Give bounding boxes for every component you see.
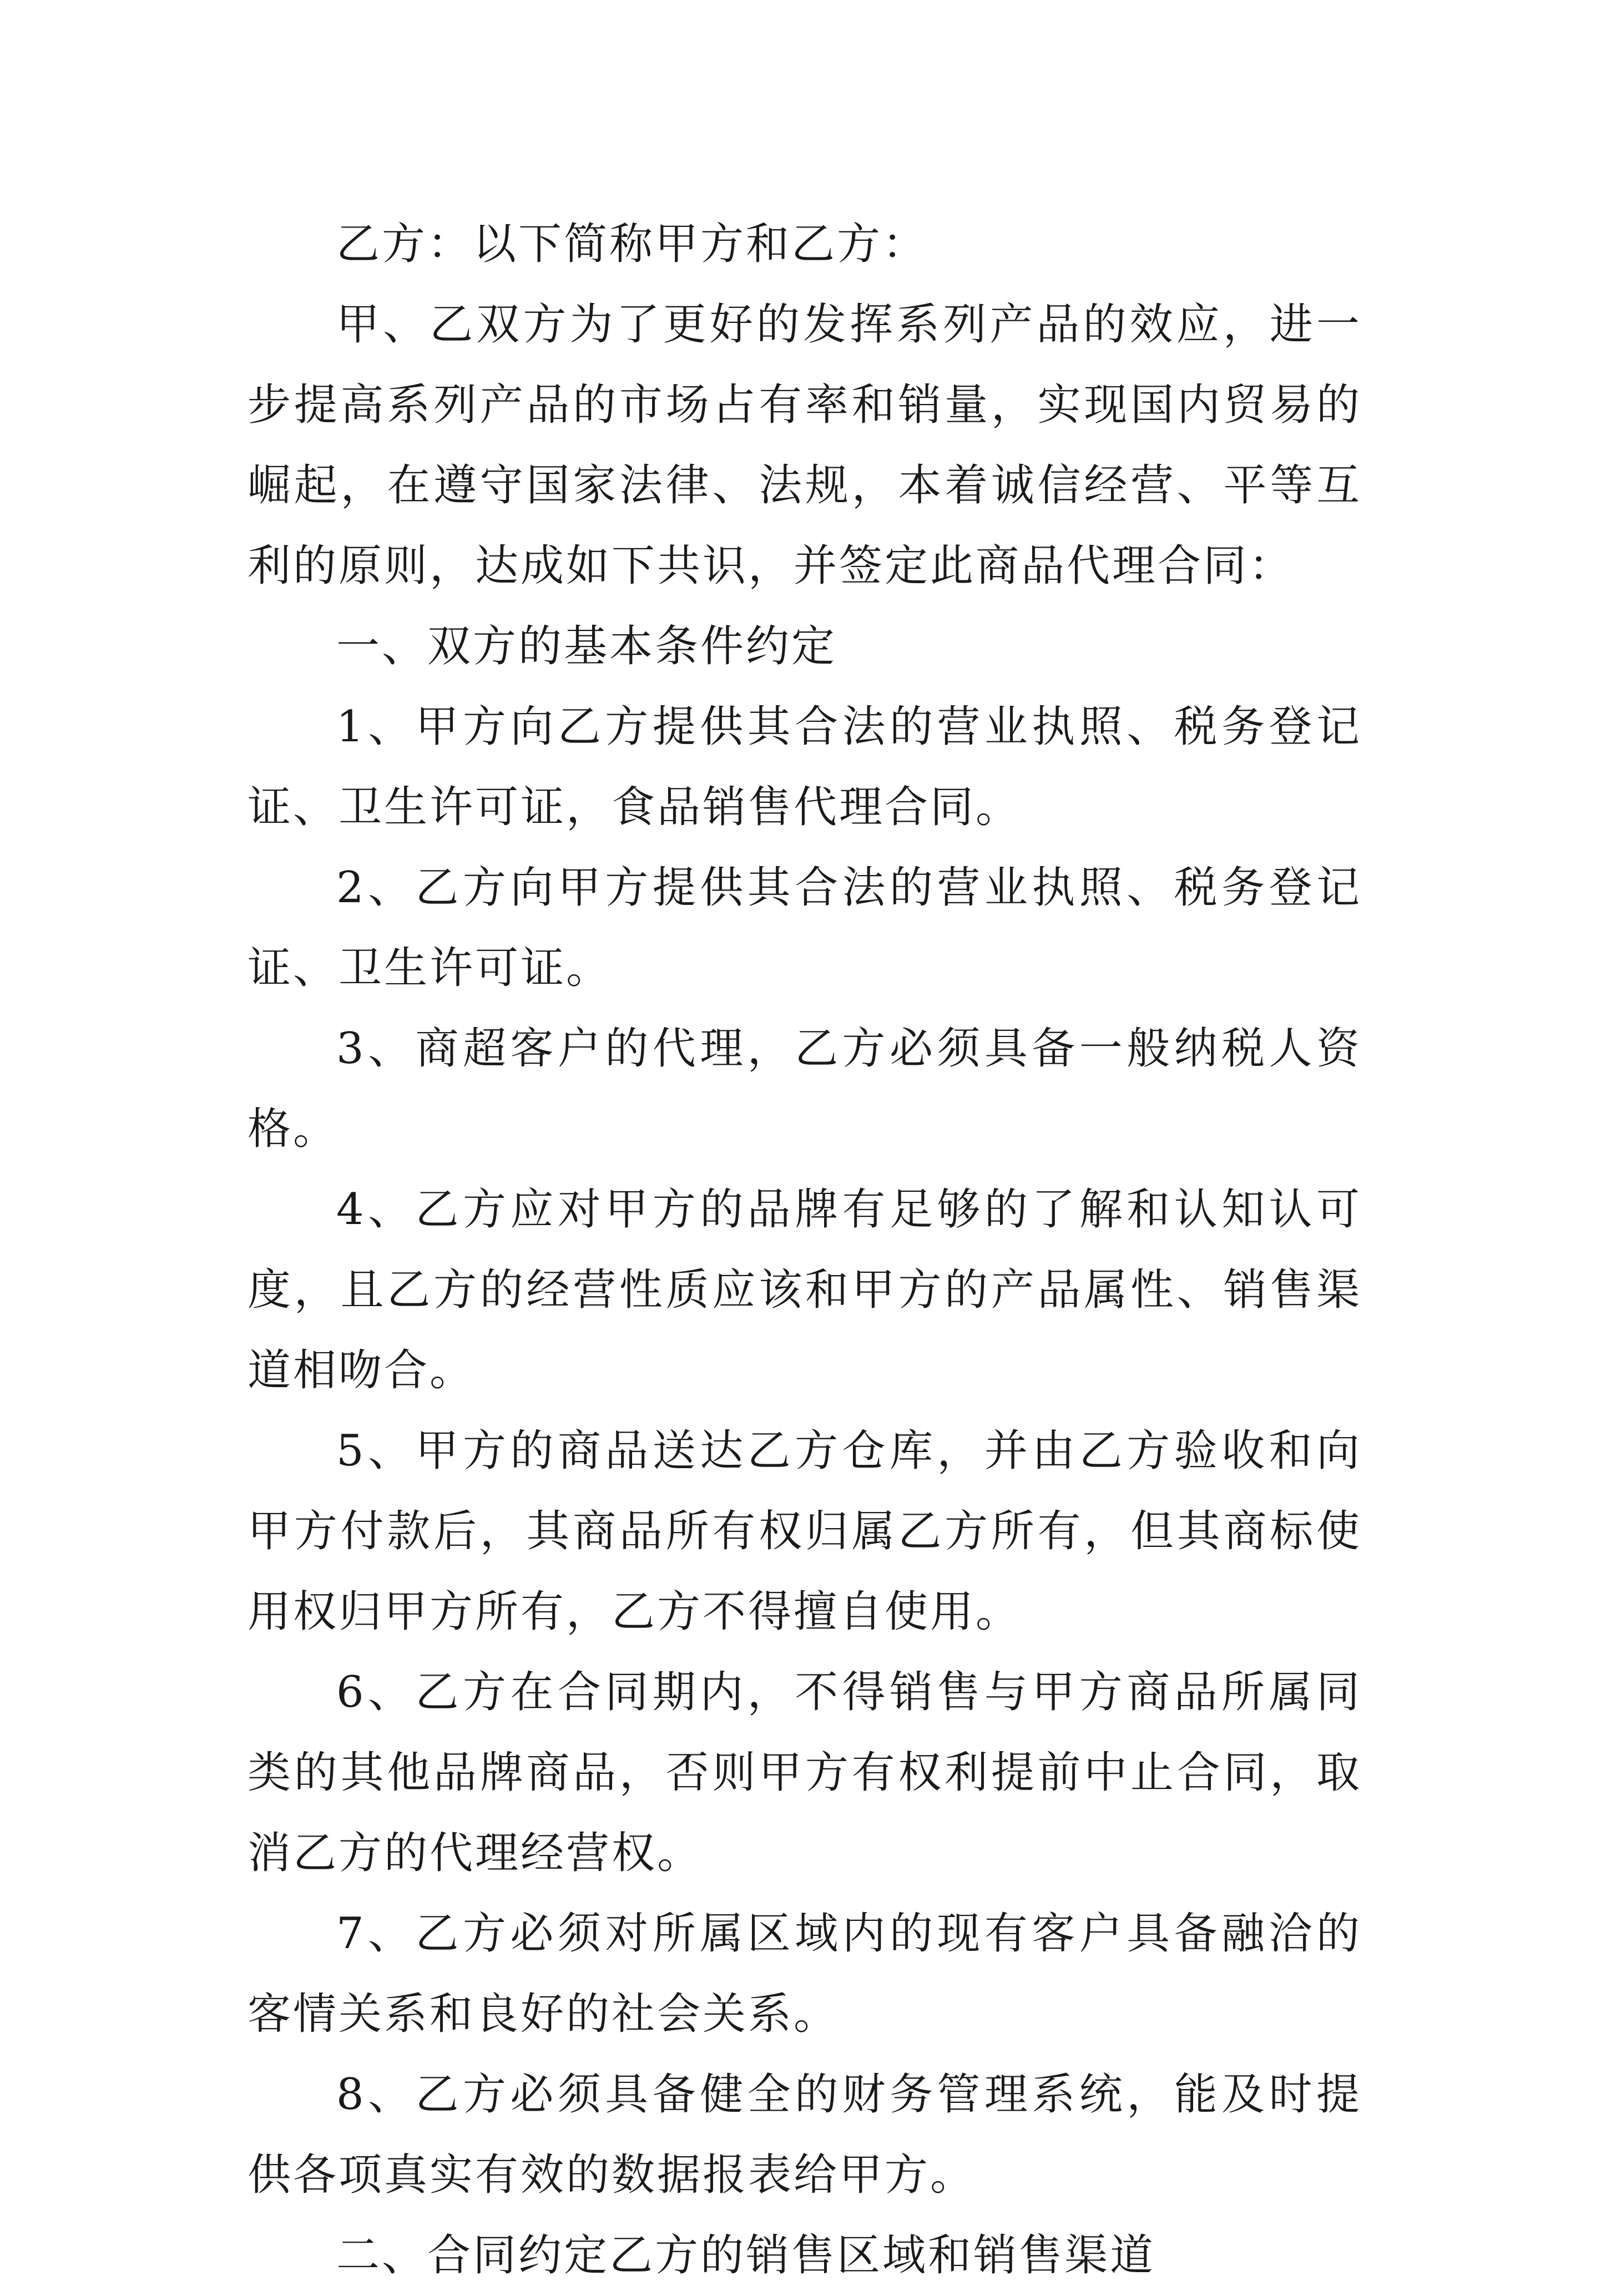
clause-1: 1、甲方向乙方提供其合法的营业执照、税务登记证、卫生许可证，食品销售代理合同。 xyxy=(248,702,1362,832)
clause-6: 6、乙方在合同期内，不得销售与甲方商品所属同类的其他品牌商品，否则甲方有权利提前中止合同，取消乙方的代理经营权。 xyxy=(248,1667,1362,1878)
clause-2: 2、乙方向甲方提供其合法的营业执照、税务登记证、卫生许可证。 xyxy=(248,863,1362,993)
section-heading-sales-region: 二、合同约定乙方的销售区域和销售渠道 xyxy=(336,2231,1156,2280)
document-body xyxy=(248,204,1362,2296)
paragraph-preamble: 甲、乙双方为了更好的发挥系列产品的效应，进一步提高系列产品的市场占有率和销量，实现国内贸易的崛起，在遵守国家法律、法规，本着诚信经营、平等互利的原则，达成如下共识，并签定此商品代理合同： xyxy=(248,300,1362,591)
clause-8: 8、乙方必须具备健全的财务管理系统，能及时提供各项真实有效的数据报表给甲方。 xyxy=(248,2070,1362,2200)
paragraph-intro: 乙方：以下简称甲方和乙方： xyxy=(336,219,928,269)
clause-3: 3、商超客户的代理，乙方必须具备一般纳税人资格。 xyxy=(248,1024,1362,1154)
clause-7: 7、乙方必须对所属区域内的现有客户具备融洽的客情关系和良好的社会关系。 xyxy=(248,1909,1362,2039)
section-heading-basic-conditions: 一、双方的基本条件约定 xyxy=(336,621,837,671)
clause-5: 5、甲方的商品送达乙方仓库，并由乙方验收和向甲方付款后，其商品所有权归属乙方所有，但其商标使用权归甲方所有，乙方不得擅自使用。 xyxy=(248,1426,1362,1637)
clause-4: 4、乙方应对甲方的品牌有足够的了解和认知认可度，且乙方的经营性质应该和甲方的产品属性、销售渠道相吻合。 xyxy=(248,1185,1362,1395)
